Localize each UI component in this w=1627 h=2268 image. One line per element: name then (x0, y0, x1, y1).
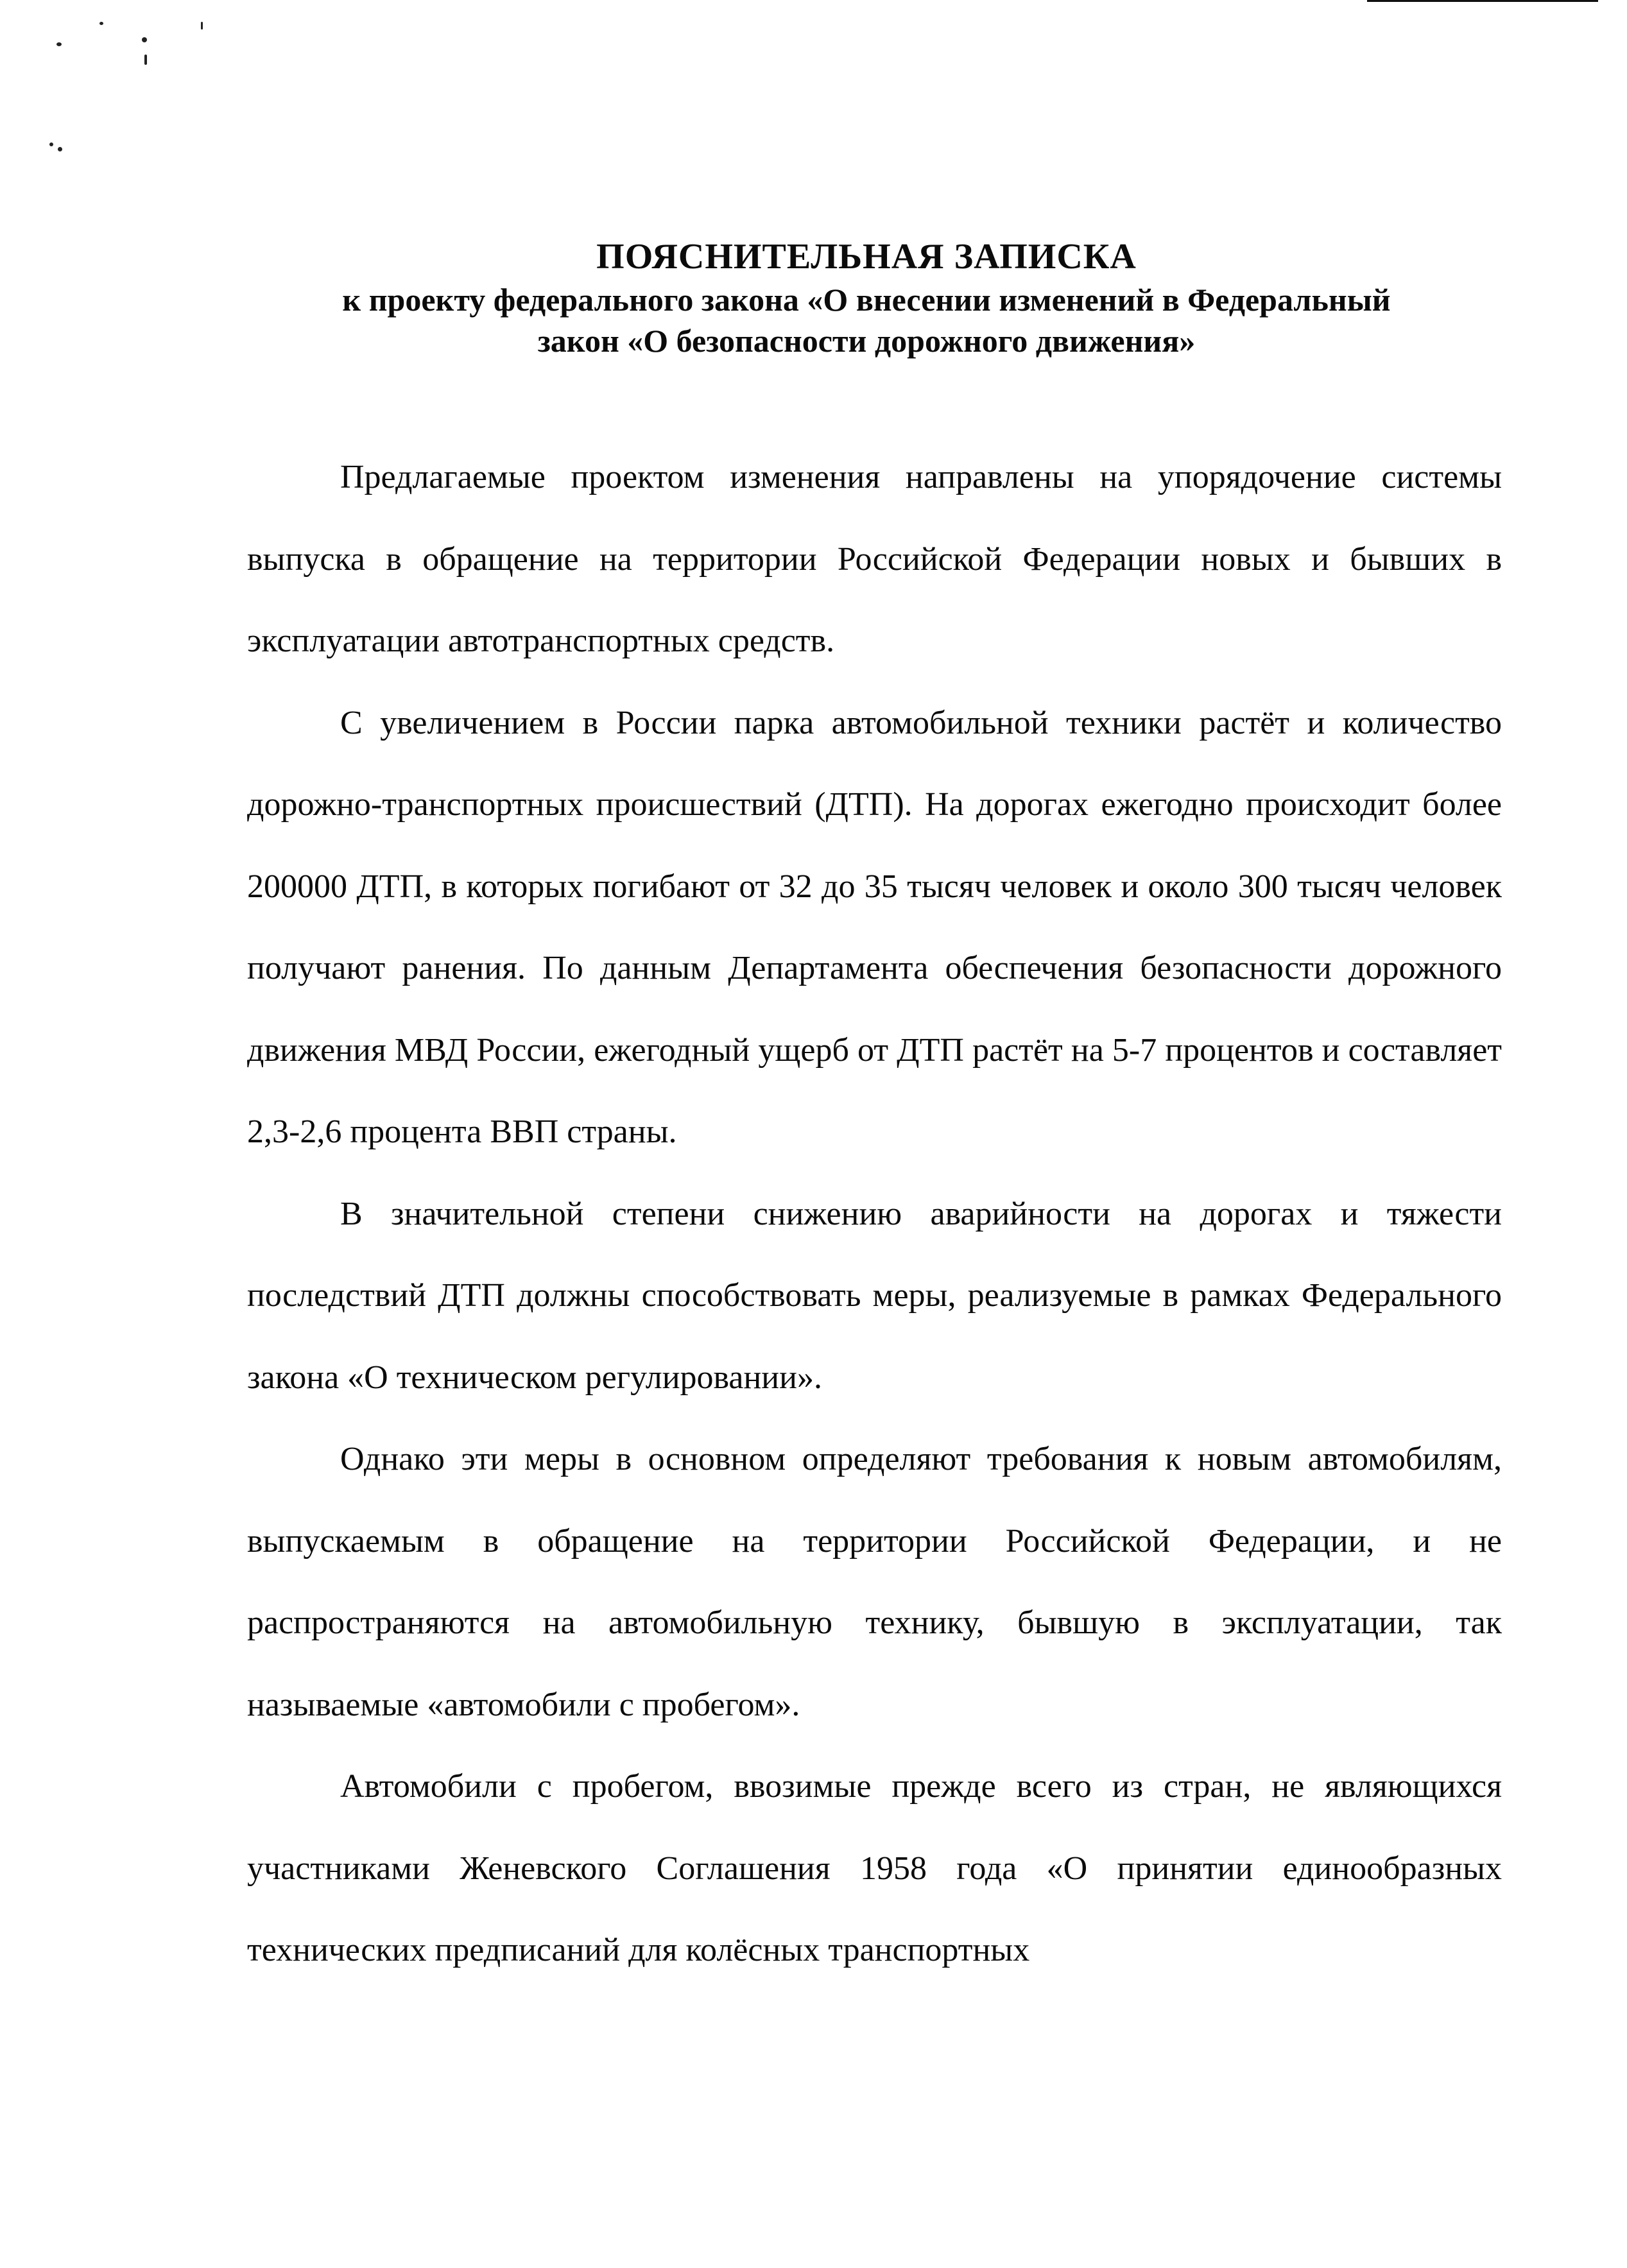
paragraph-3: В значительной степени снижению аварийности на дорогах и тяжести последствий ДТП должны способствовать меры, реализуемые в рамках Федерального закона «О техническом регулировании». (247, 1195, 1502, 1396)
scan-speck (49, 142, 53, 146)
document-subtitle-line-2: закон «О безопасности дорожного движения» (537, 323, 1196, 359)
scan-speck (142, 37, 147, 42)
document-subtitle-line-1: к проекту федерального закона «О внесении изменений в Федеральный (342, 282, 1391, 318)
document-title: ПОЯСНИТЕЛЬНАЯ ЗАПИСКА (596, 237, 1137, 277)
document-body (247, 436, 1502, 1991)
paragraph-2: С увеличением в России парка автомобильной техники растёт и количество дорожно-транспортных происшествий (ДТП). На дорогах ежегодно происходит более 200000 ДТП, в которых погибают от 32 до 35 тысяч человек и около 300 тысяч человек получают ранения. По данным Департамента обеспечения безопасности дорожного движения МВД России, ежегодный ущерб от ДТП растёт на 5-7 процентов и составляет 2,3-2,6 процента ВВП страны. (247, 704, 1502, 1150)
scan-edge-line (1367, 0, 1598, 2)
scan-speck (144, 55, 147, 65)
scan-speck (201, 22, 203, 30)
scan-speck (56, 42, 62, 46)
scan-speck (99, 22, 103, 25)
paragraph-4: Однако эти меры в основном определяют требования к новым автомобилям, выпускаемым в обращение на территории Российской Федерации, и не распространяются на автомобильную технику, бывшую в эксплуатации, так называемые «автомобили с пробегом». (247, 1441, 1502, 1723)
paragraph-1: Предлагаемые проектом изменения направлены на упорядочение системы выпуска в обращение на территории Российской Федерации новых и бывших в эксплуатации автотранспортных средств. (247, 459, 1502, 659)
paragraph-5: Автомобили с пробегом, ввозимые прежде всего из стран, не являющихся участниками Женевского Соглашения 1958 года «О принятии единообразных технических предписаний для колёсных транспортных (247, 1768, 1502, 1968)
document-header (231, 234, 1502, 361)
scan-speck (58, 147, 62, 151)
